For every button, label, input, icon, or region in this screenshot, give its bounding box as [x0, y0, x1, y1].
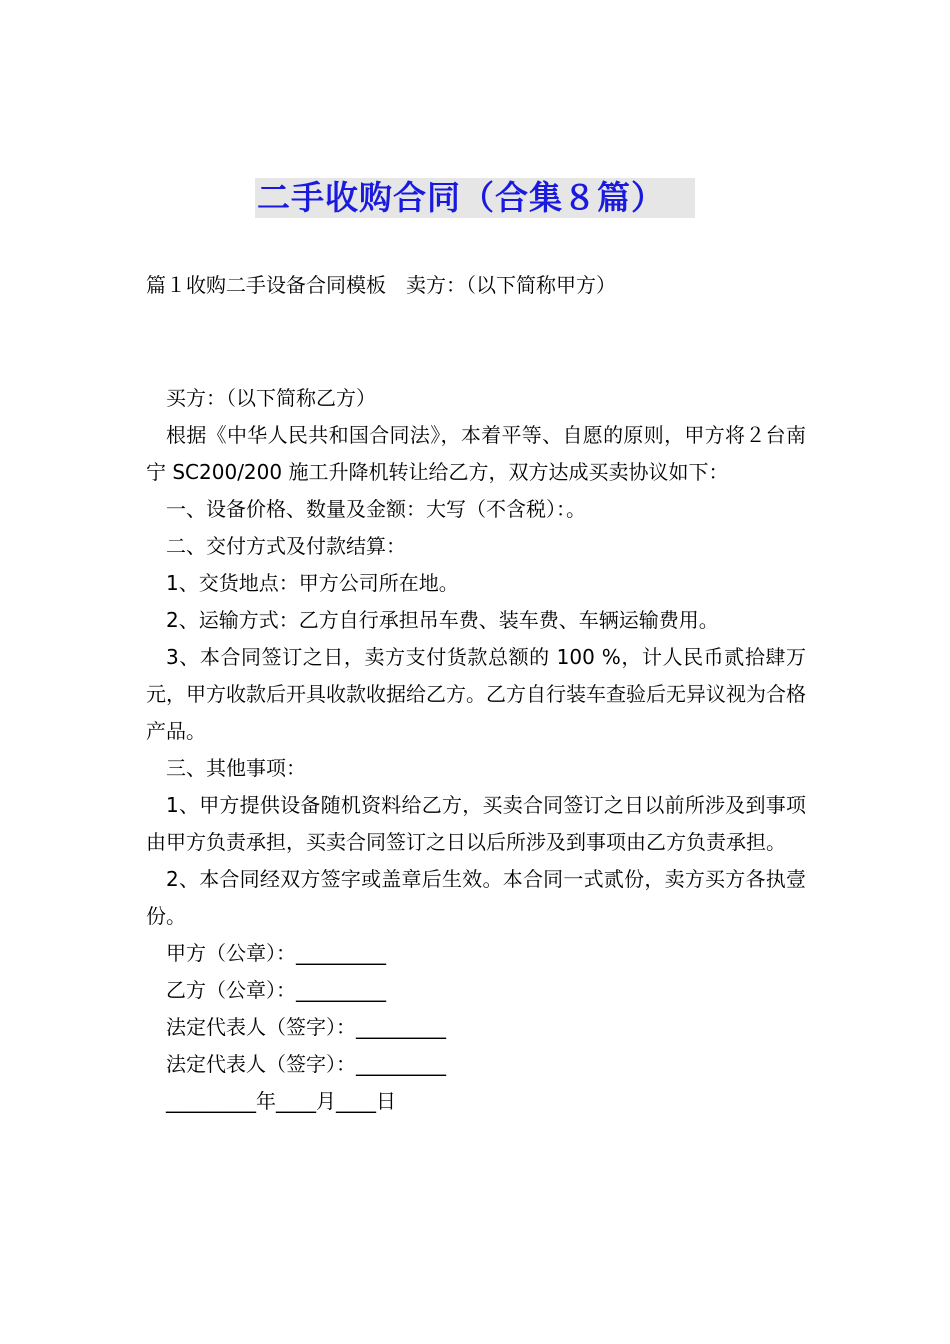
paragraph-preamble: 根据《中华人民共和国合同法》，本着平等、自愿的原则，甲方将２台南宁 SC200/200 施工升降机转让给乙方，双方达成买卖协议如下：	[146, 423, 806, 484]
paragraph-buyer: 买方：（以下简称乙方）	[166, 386, 376, 410]
document-title: 二手收购合同（合集８篇）	[255, 178, 695, 218]
title-container	[0, 178, 950, 218]
document-body	[146, 380, 806, 1120]
paragraph-price: 一、设备价格、数量及金额：大写（不含税）：。	[166, 497, 586, 521]
signature-party-b: 乙方（公章）：_________	[166, 978, 386, 1002]
signature-representative-1: 法定代表人（签字）：_________	[166, 1015, 446, 1039]
paragraph-responsibility: 1、甲方提供设备随机资料给乙方，买卖合同签订之日以前所涉及到事项由甲方负责承担，买卖合同签订之日以后所涉及到事项由乙方负责承担。	[146, 793, 806, 854]
signature-date: _________年____月____日	[166, 1089, 396, 1113]
signature-representative-2: 法定代表人（签字）：_________	[166, 1052, 446, 1076]
paragraph-delivery-location: 1、交货地点：甲方公司所在地。	[166, 571, 459, 595]
paragraph-payment: 3、本合同签订之日，卖方支付货款总额的 100 %，计人民币贰拾肆万元，甲方收款后开具收款收据给乙方。乙方自行装车查验后无异议视为合格产品。	[146, 645, 806, 743]
paragraph-effectiveness: 2、本合同经双方签字或盖章后生效。本合同一式贰份，卖方买方各执壹份。	[146, 867, 806, 928]
paragraph-delivery-heading: 二、交付方式及付款结算：	[166, 534, 406, 558]
section-heading: 篇１收购二手设备合同模板 卖方：（以下简称甲方）	[146, 273, 616, 297]
paragraph-other-heading: 三、其他事项：	[166, 756, 306, 780]
signature-party-a: 甲方（公章）：_________	[166, 941, 386, 965]
paragraph-transport: 2、运输方式：乙方自行承担吊车费、装车费、车辆运输费用。	[166, 608, 719, 632]
